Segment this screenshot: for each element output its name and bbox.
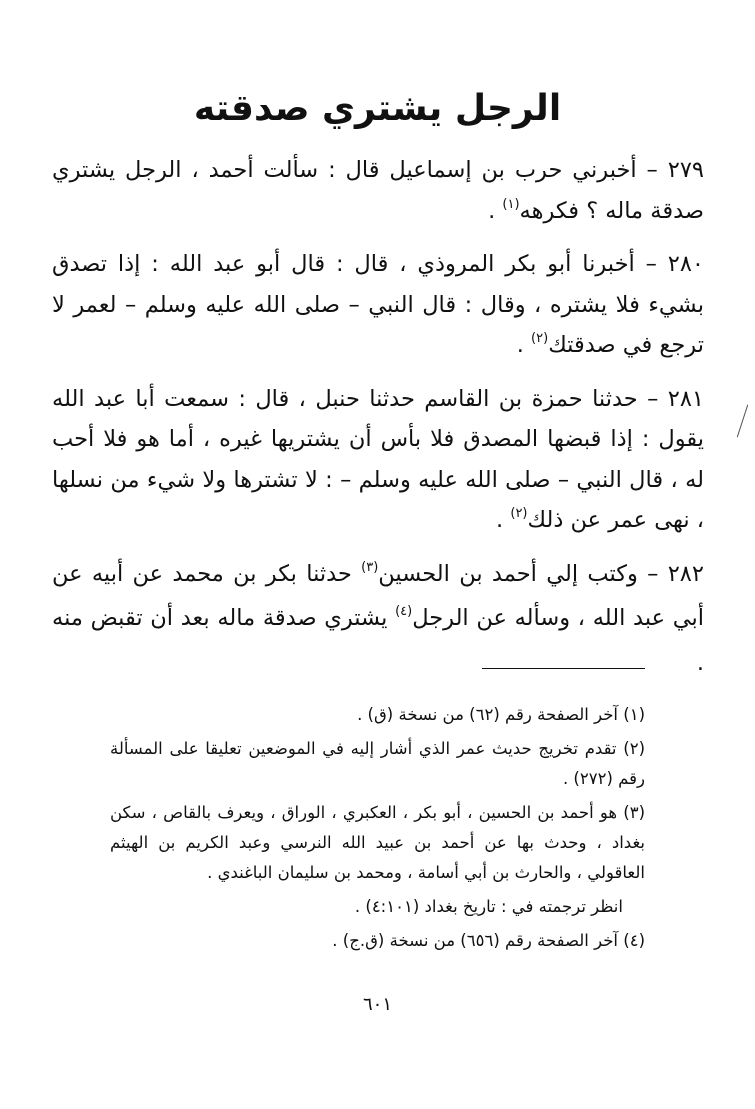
paragraph-number: ٢٧٩: [667, 157, 704, 183]
footnote-3-reference: انظر ترجمته في : تاريخ بغداد (٤:١٠١) .: [354, 897, 623, 916]
paragraph-number: ٢٨١: [667, 385, 704, 412]
footnote-4: (٤) آخر الصفحة رقم (٦٥٦) من نسخة (ق.ج) .: [332, 931, 645, 950]
paragraph-text: – وكتب إلي أحمد بن الحسين: [378, 560, 659, 587]
paragraph-text: – أخبرنا أبو بكر المروذي ، قال : قال أبو عبد الله : إذا تصدق بشيء فلا يشتره ، وقال : قال النبي – صلى الله عليه وسلم – لعمر لا ترجع في صدقتك: [52, 251, 704, 358]
footnote-3: (٣) هو أحمد بن الحسين ، أبو بكر ، العكبري ، الوراق ، ويعرف بالقاص ، سكن بغداد ، وحدث بها عن أحمد بن عبيد الله النرسي وعبد الكريم بن الهيثم العاقولي ، والحارث بن أبي أسامة ، ومحمد بن سليمان الباغندي .: [110, 803, 645, 882]
footnote-ref-2[interactable]: (٢): [510, 506, 528, 521]
footnote-ref-4[interactable]: (٤): [395, 604, 413, 619]
footnote-2: (٢) تقدم تخريج حديث عمر الذي أشار إليه في الموضعين تعليقا على المسألة رقم (٢٧٢) .: [110, 739, 645, 788]
paragraph-280: [52, 244, 704, 370]
footnote-1: (١) آخر الصفحة رقم (٦٢) من نسخة (ق) .: [357, 705, 645, 724]
paragraph-text-cont: حدثنا بكر بن محمد عن أبيه عن أبي عبد الله ، وسأله عن الرجل: [52, 560, 704, 631]
paragraph-end: .: [496, 507, 511, 533]
paragraph-end: .: [488, 197, 503, 224]
paragraph-number: ٢٨٢: [667, 560, 704, 587]
body-text: [52, 150, 704, 692]
chapter-title: الرجل يشتري صدقته: [193, 88, 562, 129]
footnotes: [110, 700, 645, 960]
paragraph-text: – أخبرني حرب بن إسماعيل قال : سألت أحمد ، الرجل يشتري صدقة ماله ؟ فكرهه: [52, 157, 704, 224]
footnote-ref-1[interactable]: (١): [502, 196, 520, 212]
paragraph-279: [52, 150, 704, 235]
footnote-ref-2[interactable]: (٢): [531, 331, 549, 346]
paragraph-282: [52, 554, 704, 684]
paragraph-number: ٢٨٠: [667, 251, 704, 277]
paragraph-text-end: يشتري صدقة ماله بعد أن تقبض منه .: [52, 605, 704, 676]
paragraph-281: [52, 379, 704, 545]
footnote-ref-3[interactable]: (٣): [361, 559, 379, 575]
page-number: ٦٠١: [362, 994, 392, 1015]
paragraph-text: – حدثنا حمزة بن القاسم حدثنا حنبل ، قال : سمعت أبا عبد الله يقول : إذا قبضها المصدق فلا بأس أن يشتريها غيره ، أما هو فلا أحب له ، قال النبي – صلى الله عليه وسلم – : لا تشترها ولا شيء من نسلها ، نهى عمر عن ذلك: [52, 385, 704, 533]
footnote-divider: [482, 668, 645, 669]
margin-pencil-mark: [737, 405, 748, 438]
paragraph-end: .: [516, 332, 532, 358]
